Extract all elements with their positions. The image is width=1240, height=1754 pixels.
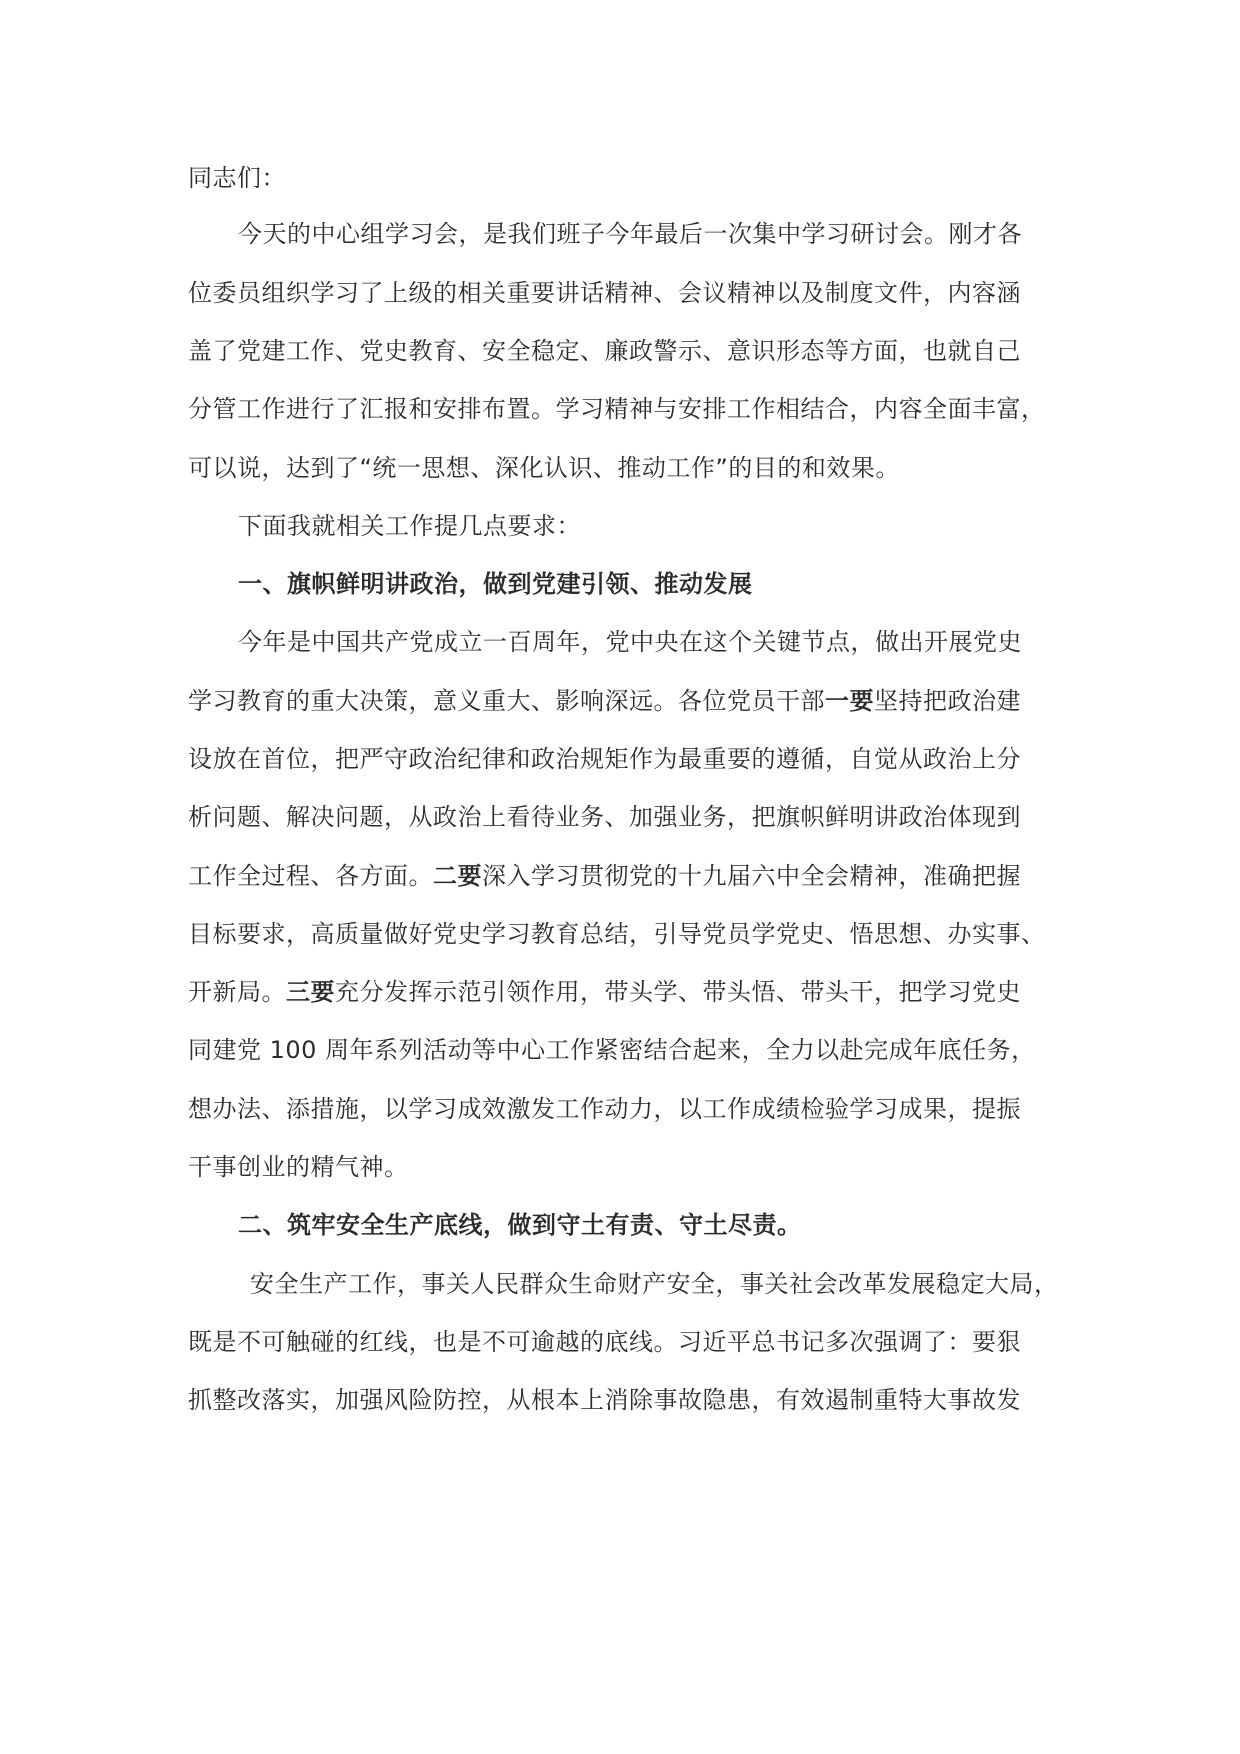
section-2-line-1: 安全生产工作，事关人民群众生命财产安全，事关社会改革发展稳定大局， xyxy=(250,1270,1059,1298)
section-1-line-2-text-c: 坚持把政治建 xyxy=(874,687,1021,715)
paragraph-1-line-1: 今天的中心组学习会，是我们班子今年最后一次集中学习研讨会。刚才各 xyxy=(238,220,1022,248)
emphasis-san-yao: 三要 xyxy=(286,978,335,1006)
emphasis-er-yao: 二要 xyxy=(433,862,482,890)
section-heading-2: 二、筑牢安全生产底线，做到守土有责、守土尽责。 xyxy=(238,1211,802,1239)
section-1-line-9: 想办法、添措施，以学习成效激发工作动力，以工作成绩检验学习成果，提振 xyxy=(188,1095,1021,1123)
section-1-line-8: 同建党 100 周年系列活动等中心工作紧密结合起来，全力以赴完成年底任务， xyxy=(188,1036,1036,1064)
paragraph-1-line-3: 盖了党建工作、党史教育、安全稳定、廉政警示、意识形态等方面，也就自己 xyxy=(188,337,1021,365)
section-1-line-5 xyxy=(188,858,1021,894)
section-1-line-1: 今年是中国共产党成立一百周年，党中央在这个关键节点，做出开展党史 xyxy=(238,628,1022,656)
salutation: 同志们： xyxy=(188,164,286,192)
section-1-line-7 xyxy=(188,974,1021,1010)
section-1-line-2-text-a: 学习教育的重大决策，意义重大、影响深远。各位党员干部 xyxy=(188,687,825,715)
section-1-line-5-text-a: 工作全过程、各方面。 xyxy=(188,862,433,890)
section-heading-1: 一、旗帜鲜明讲政治，做到党建引领、推动发展 xyxy=(238,570,753,598)
section-1-line-10: 干事创业的精气神。 xyxy=(188,1153,409,1181)
paragraph-1-line-5: 可以说，达到了“统一思想、深化认识、推动工作”的目的和效果。 xyxy=(188,454,900,482)
paragraph-2: 下面我就相关工作提几点要求： xyxy=(238,512,581,540)
emphasis-yi-yao: 一要 xyxy=(825,687,874,715)
section-2-line-3: 抓整改落实，加强风险防控，从根本上消除事故隐患，有效遏制重特大事故发 xyxy=(188,1386,1021,1414)
section-1-line-7-text-a: 开新局。 xyxy=(188,978,286,1006)
paragraph-1-line-2: 位委员组织学习了上级的相关重要讲话精神、会议精神以及制度文件，内容涵 xyxy=(188,279,1021,307)
section-1-line-6: 目标要求，高质量做好党史学习教育总结，引导党员学党史、悟思想、办实事、 xyxy=(188,920,1046,948)
section-1-line-7-text-c: 充分发挥示范引领作用，带头学、带头悟、带头干，把学习党史 xyxy=(335,978,1021,1006)
section-1-line-5-text-c: 深入学习贯彻党的十九届六中全会精神，准确把握 xyxy=(482,862,1021,890)
section-1-line-2 xyxy=(188,683,1021,719)
section-1-line-3: 设放在首位，把严守政治纪律和政治规矩作为最重要的遵循，自觉从政治上分 xyxy=(188,745,1021,773)
paragraph-1-line-4: 分管工作进行了汇报和安排布置。学习精神与安排工作相结合，内容全面丰富， xyxy=(188,395,1046,423)
section-2-line-2: 既是不可触碰的红线，也是不可逾越的底线。习近平总书记多次强调了：要狠 xyxy=(188,1328,1021,1356)
section-1-line-4: 析问题、解决问题，从政治上看待业务、加强业务，把旗帜鲜明讲政治体现到 xyxy=(188,803,1021,831)
